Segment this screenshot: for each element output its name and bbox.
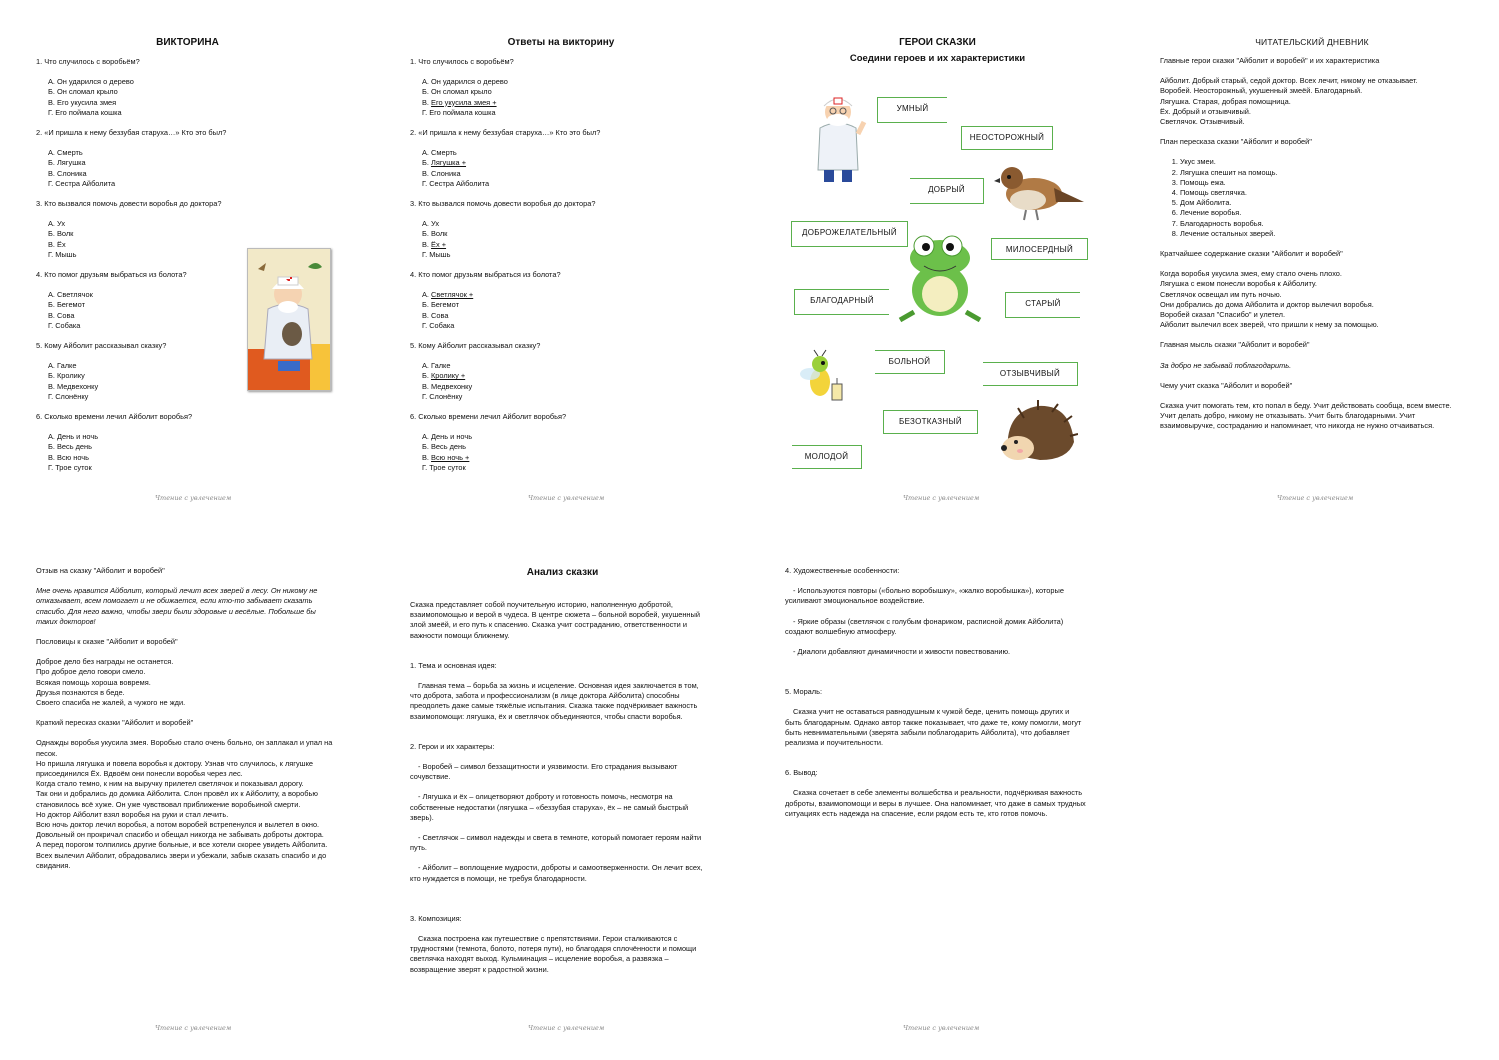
- analysis2-page: [750, 530, 1125, 1060]
- answers-page: [375, 0, 750, 530]
- art-feature: - Яркие образы (светлячок с голубым фонариком, расписной домик Айболита) создают волшебную атмосферу.: [785, 616, 1064, 636]
- diary-idea-heading: Главная мысль сказки "Айболит и воробей": [1160, 340, 1310, 350]
- question-text: 1. Что случилось с воробьём?: [36, 57, 140, 66]
- quiz-title: ВИКТОРИНА: [156, 37, 219, 48]
- answer-option[interactable]: Г. Трое суток: [48, 462, 92, 472]
- answer-option[interactable]: Б. Весь день: [48, 442, 92, 452]
- quiz-page: [0, 0, 375, 530]
- answer-option[interactable]: В. Ёх: [48, 239, 66, 249]
- review-text: Мне очень нравится Айболит, который лечит всех зверей в лесу. Он никому не отказывает, всем помогает и не обижается, если кто-то забывает сказать спасибо. Для него важно, чтобы звери были здоровые и весёлые. Побольше бы таких докторов!: [36, 586, 318, 626]
- plan-item: 1. Укус змеи.: [1180, 157, 1460, 167]
- summary-line: Когда воробья укусила змея, ему стало очень плохо.: [1160, 269, 1342, 279]
- trait-merciful[interactable]: МИЛОСЕРДНЫЙ: [991, 238, 1088, 260]
- analysis-s6-heading: 6. Вывод:: [785, 768, 818, 778]
- analysis-s5-text: Сказка учит не оставаться равнодушным к чужой беде, ценить помощь других и быть благодарным. Однако автор также показывает, что даже те, кому помогли, могут быть невнимательными (зверята забыли поблагодарить Айболита), что добавляет реализма и поучительности.: [785, 707, 1082, 748]
- analysis-s1-heading: 1. Тема и основная идея:: [410, 660, 497, 670]
- question-text: 4. Кто помог друзьям выбраться из болота?: [410, 270, 561, 280]
- quiz-questions: [36, 57, 246, 483]
- retelling-line: Всех вылечил Айболит, обрадовались звери и убежали, забыв сказать спасибо и до свидания.: [36, 850, 327, 870]
- diary-footer: Чтение с увлечением: [1277, 494, 1354, 502]
- answer-option[interactable]: Г. Его поймала кошка: [422, 107, 496, 117]
- trait-grateful[interactable]: БЛАГОДАРНЫЙ: [794, 289, 889, 315]
- proverb: Друзья познаются в беде.: [36, 687, 125, 697]
- hero-line: Лягушка. Старая, добрая помощница.: [1160, 96, 1291, 106]
- question-text: 2. «И пришла к нему беззубая старуха…» Кто это был?: [36, 128, 227, 138]
- answers-title: Ответы на викторину: [507, 37, 615, 48]
- analysis2-footer: Чтение с увлечением: [903, 1024, 980, 1032]
- question-text: 3. Кто вызвался помочь довести воробья до доктора?: [36, 199, 222, 209]
- answer-option[interactable]: В. Слоника: [48, 168, 87, 178]
- answer-option[interactable]: А. Смерть: [48, 148, 83, 158]
- summary-line: Воробей сказал "Спасибо" и улетел.: [1160, 310, 1286, 320]
- trait-benevolent[interactable]: ДОБРОЖЕЛАТЕЛЬНЫЙ: [791, 221, 908, 247]
- retelling-line: Когда стало темно, к ним на выручку прилетел светлячок и показывал дорогу.: [36, 779, 304, 789]
- trait-sick[interactable]: БОЛЬНОЙ: [875, 350, 945, 374]
- proverbs-heading: Пословицы к сказке "Айболит и воробей": [36, 637, 178, 647]
- answer-option[interactable]: [422, 371, 710, 381]
- blank-page: [1125, 530, 1499, 1060]
- quiz-footer: Чтение с увлечением: [155, 494, 232, 502]
- correct-answer: Его укусила змея +: [431, 97, 497, 107]
- option-letter: А.: [422, 290, 432, 300]
- answer-option[interactable]: Б. Бегемот: [48, 300, 85, 310]
- question-text: 2. «И пришла к нему беззубая старуха…» Кто это был?: [410, 128, 601, 138]
- answer-option[interactable]: А. Он ударился о дерево: [422, 77, 508, 87]
- heroes-page: [750, 0, 1125, 530]
- summary-line: Светлячок освещал им путь ночью.: [1160, 289, 1282, 299]
- sparrow-picture: [994, 158, 1086, 222]
- question-block: [36, 412, 246, 473]
- question-text: 6. Сколько времени лечил Айболит воробья?: [36, 412, 193, 422]
- diary-teaches: Сказка учит помогать тем, кто попал в беду. Учит действовать сообща, всем вместе. Учит делать добро, никому не отказывать. Учит быть благодарными. Учит взаимовыручке, состраданию и напоминает, что никогда не нужно отчаиваться.: [1160, 401, 1452, 431]
- answer-option[interactable]: А. Галке: [48, 361, 77, 371]
- correct-answer: Всю ночь +: [431, 452, 470, 462]
- analysis-content: [410, 600, 712, 975]
- retelling-line: А перед порогом толпились другие больные, и все хотели скорее увидеть Айболита.: [36, 840, 328, 850]
- analysis-s6-text: Сказка сочетает в себе элементы волшебства и реальности, подчёркивая важность доброты, взаимопомощи и веры в лучшее. Она напоминает, что даже в самых трудных ситуациях есть надежда на спасение, если рядом есть те, кто готов помочь.: [785, 788, 1086, 818]
- firefly-picture: [790, 348, 858, 412]
- plan-item: 7. Благодарность воробья.: [1180, 219, 1460, 229]
- art-feature: - Диалоги добавляют динамичности и живости повествованию.: [793, 647, 1011, 657]
- correct-answer: Светлячок +: [431, 290, 474, 300]
- trait-careless[interactable]: НЕОСТОРОЖНЫЙ: [961, 126, 1053, 150]
- hero-characteristic: - Айболит – воплощение мудрости, доброты и самоотверженности. Он лечит всех, кто нуждается в помощи, не требуя благодарности.: [410, 863, 703, 883]
- answer-option[interactable]: А. Он ударился о дерево: [48, 77, 134, 87]
- question-text: 3. Кто вызвался помочь довести воробья до доктора?: [410, 199, 596, 209]
- hero-line: Воробей. Неосторожный, укушенный змеёй. Благодарный.: [1160, 86, 1363, 96]
- correct-answer: Лягушка +: [430, 158, 467, 168]
- diary-summary-heading: Кратчайшее содержание сказки "Айболит и воробей": [1160, 249, 1343, 259]
- answer-option[interactable]: А. День и ночь: [48, 432, 99, 442]
- question-block: [410, 341, 710, 402]
- trait-responsive[interactable]: ОТЗЫВЧИВЫЙ: [983, 362, 1078, 386]
- answer-option[interactable]: [422, 453, 710, 463]
- summary-line: Они добрались до дома Айболита и доктор вылечил воробья.: [1160, 299, 1374, 309]
- answer-option[interactable]: [422, 240, 710, 250]
- trait-old[interactable]: СТАРЫЙ: [1005, 292, 1080, 318]
- option-letter: В.: [422, 239, 432, 249]
- heroes-footer: Чтение с увлечением: [903, 494, 980, 502]
- answer-option[interactable]: Г. Собака: [48, 320, 81, 330]
- art-feature: - Используются повторы («больно воробышку», «жалко воробышка»), которые усиливают эмоциональное воздействие.: [785, 586, 1064, 606]
- answer-option[interactable]: В. Слоника: [422, 168, 461, 178]
- answer-option[interactable]: Б. Бегемот: [422, 300, 459, 310]
- question-block: [410, 128, 710, 189]
- answer-option[interactable]: Б. Волк: [422, 229, 448, 239]
- question-text: 5. Кому Айболит рассказывал сказку?: [410, 341, 541, 351]
- analysis-s2-list: [410, 762, 712, 884]
- answer-option[interactable]: Г. Трое суток: [422, 462, 466, 472]
- proverb: Своего спасиба не жалей, а чужого не жди.: [36, 698, 186, 708]
- proverb: Доброе дело без награды не останется.: [36, 657, 174, 667]
- plan-item: 6. Лечение воробья.: [1180, 208, 1460, 218]
- analysis-s3-heading: 3. Композиция:: [410, 913, 462, 923]
- doctor-picture: [808, 88, 870, 186]
- review-footer: Чтение с увлечением: [155, 1024, 232, 1032]
- plan-item: 5. Дом Айболита.: [1180, 198, 1460, 208]
- answer-option[interactable]: А. Ух: [422, 219, 440, 229]
- trait-young[interactable]: МОЛОДОЙ: [792, 445, 862, 469]
- plan-item: 3. Помощь ежа.: [1180, 178, 1460, 188]
- option-letter: В.: [422, 452, 432, 462]
- answer-option[interactable]: А. Галке: [422, 361, 451, 371]
- hero-line: Светлячок. Отзывчивый.: [1160, 117, 1245, 127]
- retelling-heading: Краткий пересказ сказки "Айболит и воробей": [36, 718, 194, 728]
- plan-item: 8. Лечение остальных зверей.: [1180, 229, 1460, 239]
- question-block: [36, 341, 246, 402]
- question-block: [410, 199, 710, 260]
- hero-line: Ёх. Добрый и отзывчивый.: [1160, 106, 1251, 116]
- answer-option[interactable]: Г. Мышь: [422, 249, 451, 259]
- analysis-footer: Чтение с увлечением: [528, 1024, 605, 1032]
- proverb: Про доброе дело говори смело.: [36, 667, 146, 677]
- analysis-page: [375, 530, 750, 1060]
- answer-option[interactable]: Б. Он сломал крыло: [48, 87, 118, 97]
- answer-option[interactable]: Г. Сестра Айболита: [48, 178, 116, 188]
- answer-option[interactable]: В. Сова: [422, 310, 449, 320]
- diary-plan-list: [1160, 157, 1460, 239]
- answer-option[interactable]: Г. Мышь: [48, 249, 77, 259]
- trait-kind[interactable]: ДОБРЫЙ: [910, 178, 984, 204]
- correct-answer: Кролику +: [430, 371, 466, 381]
- trait-smart[interactable]: УМНЫЙ: [877, 97, 947, 123]
- retelling-line: Но пришла лягушка и повела воробья к доктору. Узнав что случилось, к лягушке присоединился Ёх. Вдвоём они понесли воробья через лес.: [36, 758, 314, 779]
- answer-option[interactable]: В. Его укусила змея: [48, 97, 117, 107]
- proverb: Всякая помощь хороша вовремя.: [36, 677, 151, 687]
- correct-answer: Ёх +: [431, 239, 447, 249]
- plan-item: 2. Лягушка спешит на помощь.: [1180, 168, 1460, 178]
- option-letter: Б.: [422, 371, 431, 381]
- diary-heroes-heading: Главные герои сказки "Айболит и воробей" и их характеристика: [1160, 56, 1380, 65]
- answer-option[interactable]: Г. Слонёнку: [48, 391, 89, 401]
- option-letter: В.: [422, 97, 432, 107]
- heroes-title: ГЕРОИ СКАЗКИ: [899, 37, 976, 48]
- analysis-s2-heading: 2. Герои и их характеры:: [410, 741, 495, 751]
- diary-teaches-heading: Чему учит сказка "Айболит и воробей": [1160, 380, 1293, 390]
- answer-option[interactable]: Г. Собака: [422, 320, 455, 330]
- answer-option[interactable]: Б. Кролику: [48, 371, 85, 381]
- answer-option[interactable]: Г. Его поймала кошка: [48, 107, 122, 117]
- answer-option[interactable]: А. Светлячок: [48, 290, 93, 300]
- question-block: [36, 57, 246, 118]
- answer-option[interactable]: Б. Весь день: [422, 442, 466, 452]
- answer-option[interactable]: [422, 98, 710, 108]
- answer-option[interactable]: В. Медвехонку: [422, 381, 473, 391]
- question-text: 5. Кому Айболит рассказывал сказку?: [36, 341, 167, 351]
- analysis-s4-heading: 4. Художественные особенности:: [785, 566, 900, 575]
- answer-option[interactable]: В. Медвехонку: [48, 381, 99, 391]
- answer-option[interactable]: В. Всю ночь: [48, 452, 89, 462]
- answer-option[interactable]: Б. Он сломал крыло: [422, 87, 492, 97]
- analysis-intro: Сказка представляет собой поучительную историю, наполненную добротой, взаимопомощью и верой в чудеса. В центре сюжета – больной воробей, укушенный злой змеёй, и его путь к спасению. Сказка учит состраданию, ответственности и важности помощи ближнему.: [410, 600, 700, 640]
- retelling-text: [36, 738, 336, 871]
- question-text: 6. Сколько времени лечил Айболит воробья?: [410, 412, 567, 422]
- answer-option[interactable]: Б. Волк: [48, 229, 74, 239]
- analysis-s3-text: Сказка построена как путешествие с препятствиями. Герои сталкиваются с трудностями (темнота, болото, потеря пути), но благодаря сплочённости и помощи светлячка находят выход. Кульминация – исцеление воробья, а развязка – возвращение зверят к радостной жизни.: [410, 934, 697, 974]
- answer-option[interactable]: А. Смерть: [422, 148, 457, 158]
- analysis-title: Анализ сказки: [526, 567, 599, 578]
- review-content: [36, 566, 336, 871]
- answer-option[interactable]: Г. Слонёнку: [422, 391, 463, 401]
- review-page: [0, 530, 375, 1060]
- question-block: [36, 270, 246, 331]
- question-block: [36, 128, 246, 189]
- analysis-s4-list: [785, 586, 1087, 657]
- analysis-s5-heading: 5. Мораль:: [785, 687, 823, 697]
- answer-option[interactable]: В. Сова: [48, 310, 75, 320]
- retelling-line: Всю ночь доктор лечил воробья, а потом воробей встрепенулся и вылетел в окно. Довольный он прокричал спасибо и обещал никогда не забывать доброты доктора.: [36, 820, 324, 840]
- plan-item: 4. Помощь светлячка.: [1180, 188, 1460, 198]
- review-heading: Отзыв на сказку "Айболит и воробей": [36, 566, 165, 575]
- summary-line: Лягушка с ежом понесли воробья к Айболиту.: [1160, 279, 1317, 289]
- diary-content: [1160, 56, 1460, 432]
- option-letter: Б.: [422, 158, 431, 168]
- answer-option[interactable]: А. Ух: [48, 219, 66, 229]
- trait-reliable[interactable]: БЕЗОТКАЗНЫЙ: [883, 410, 978, 434]
- analysis-s1-text: Главная тема – борьба за жизнь и исцеление. Основная идея заключается в том, что доброта, забота и профессионализм (в лице доктора Айболита) способны преодолеть даже самые тяжёлые испытания. Сказка также подчёркивает важность взаимопомощи: лягушка, ёх и светлячок объединяются, чтобы спасти воробья.: [410, 681, 699, 721]
- answers-questions: [410, 57, 710, 483]
- retelling-line: Однажды воробья укусила змея. Воробью стало очень больно, он заплакал и упал на песок.: [36, 738, 333, 758]
- question-block: [36, 199, 246, 260]
- diary-plan-heading: План пересказа сказки "Айболит и воробей": [1160, 137, 1312, 147]
- answer-option[interactable]: [422, 158, 710, 168]
- heroes-subtitle: Соедини героев и их характеристики: [849, 53, 1026, 64]
- hedgehog-picture: [994, 398, 1078, 470]
- hero-characteristic: - Лягушка и ёх – олицетворяют доброту и готовность помочь, несмотря на собственные недостатки (лягушка – «беззубая старуха», ёх – не самый быстрый зверь).: [410, 792, 689, 822]
- answer-option[interactable]: [422, 290, 710, 300]
- diary-summary-list: [1160, 269, 1460, 330]
- diary-heroes-list: [1160, 76, 1460, 127]
- hero-line: Айболит. Добрый старый, седой доктор. Всех лечит, никому не отказывает.: [1160, 76, 1418, 86]
- question-text: 1. Что случилось с воробьём?: [410, 57, 514, 66]
- proverbs-list: [36, 657, 336, 708]
- question-block: [410, 270, 710, 331]
- hero-characteristic: - Воробей – символ беззащитности и уязвимости. Его страдания вызывают сочувствие.: [410, 762, 678, 782]
- aibolit-illustration: [247, 248, 331, 391]
- summary-line: Айболит вылечил всех зверей, что пришли к нему за помощью.: [1160, 320, 1379, 330]
- answer-option[interactable]: Б. Лягушка: [48, 158, 86, 168]
- answers-footer: Чтение с увлечением: [528, 494, 605, 502]
- analysis2-content: [785, 566, 1087, 819]
- question-block: [410, 412, 710, 473]
- question-text: 4. Кто помог друзьям выбраться из болота?: [36, 270, 187, 280]
- answer-option[interactable]: А. День и ночь: [422, 432, 473, 442]
- retelling-line: Но доктор Айболит взял воробья на руки и стал лечить.: [36, 809, 229, 819]
- diary-page: [1125, 0, 1499, 530]
- answer-option[interactable]: Г. Сестра Айболита: [422, 178, 490, 188]
- diary-title: ЧИТАТЕЛЬСКИЙ ДНЕВНИК: [1255, 37, 1369, 47]
- question-block: [410, 57, 710, 118]
- diary-idea: За добро не забывай поблагодарить.: [1160, 360, 1292, 370]
- hero-characteristic: - Светлячок – символ надежды и света в темноте, который помогает героям найти путь.: [410, 833, 702, 853]
- retelling-line: Так они и добрались до домика Айболита. Слон провёл их к Айболиту, а воробью становилось всё хуже. Он уже чувствовал приближение воробьиной смерти.: [36, 789, 318, 809]
